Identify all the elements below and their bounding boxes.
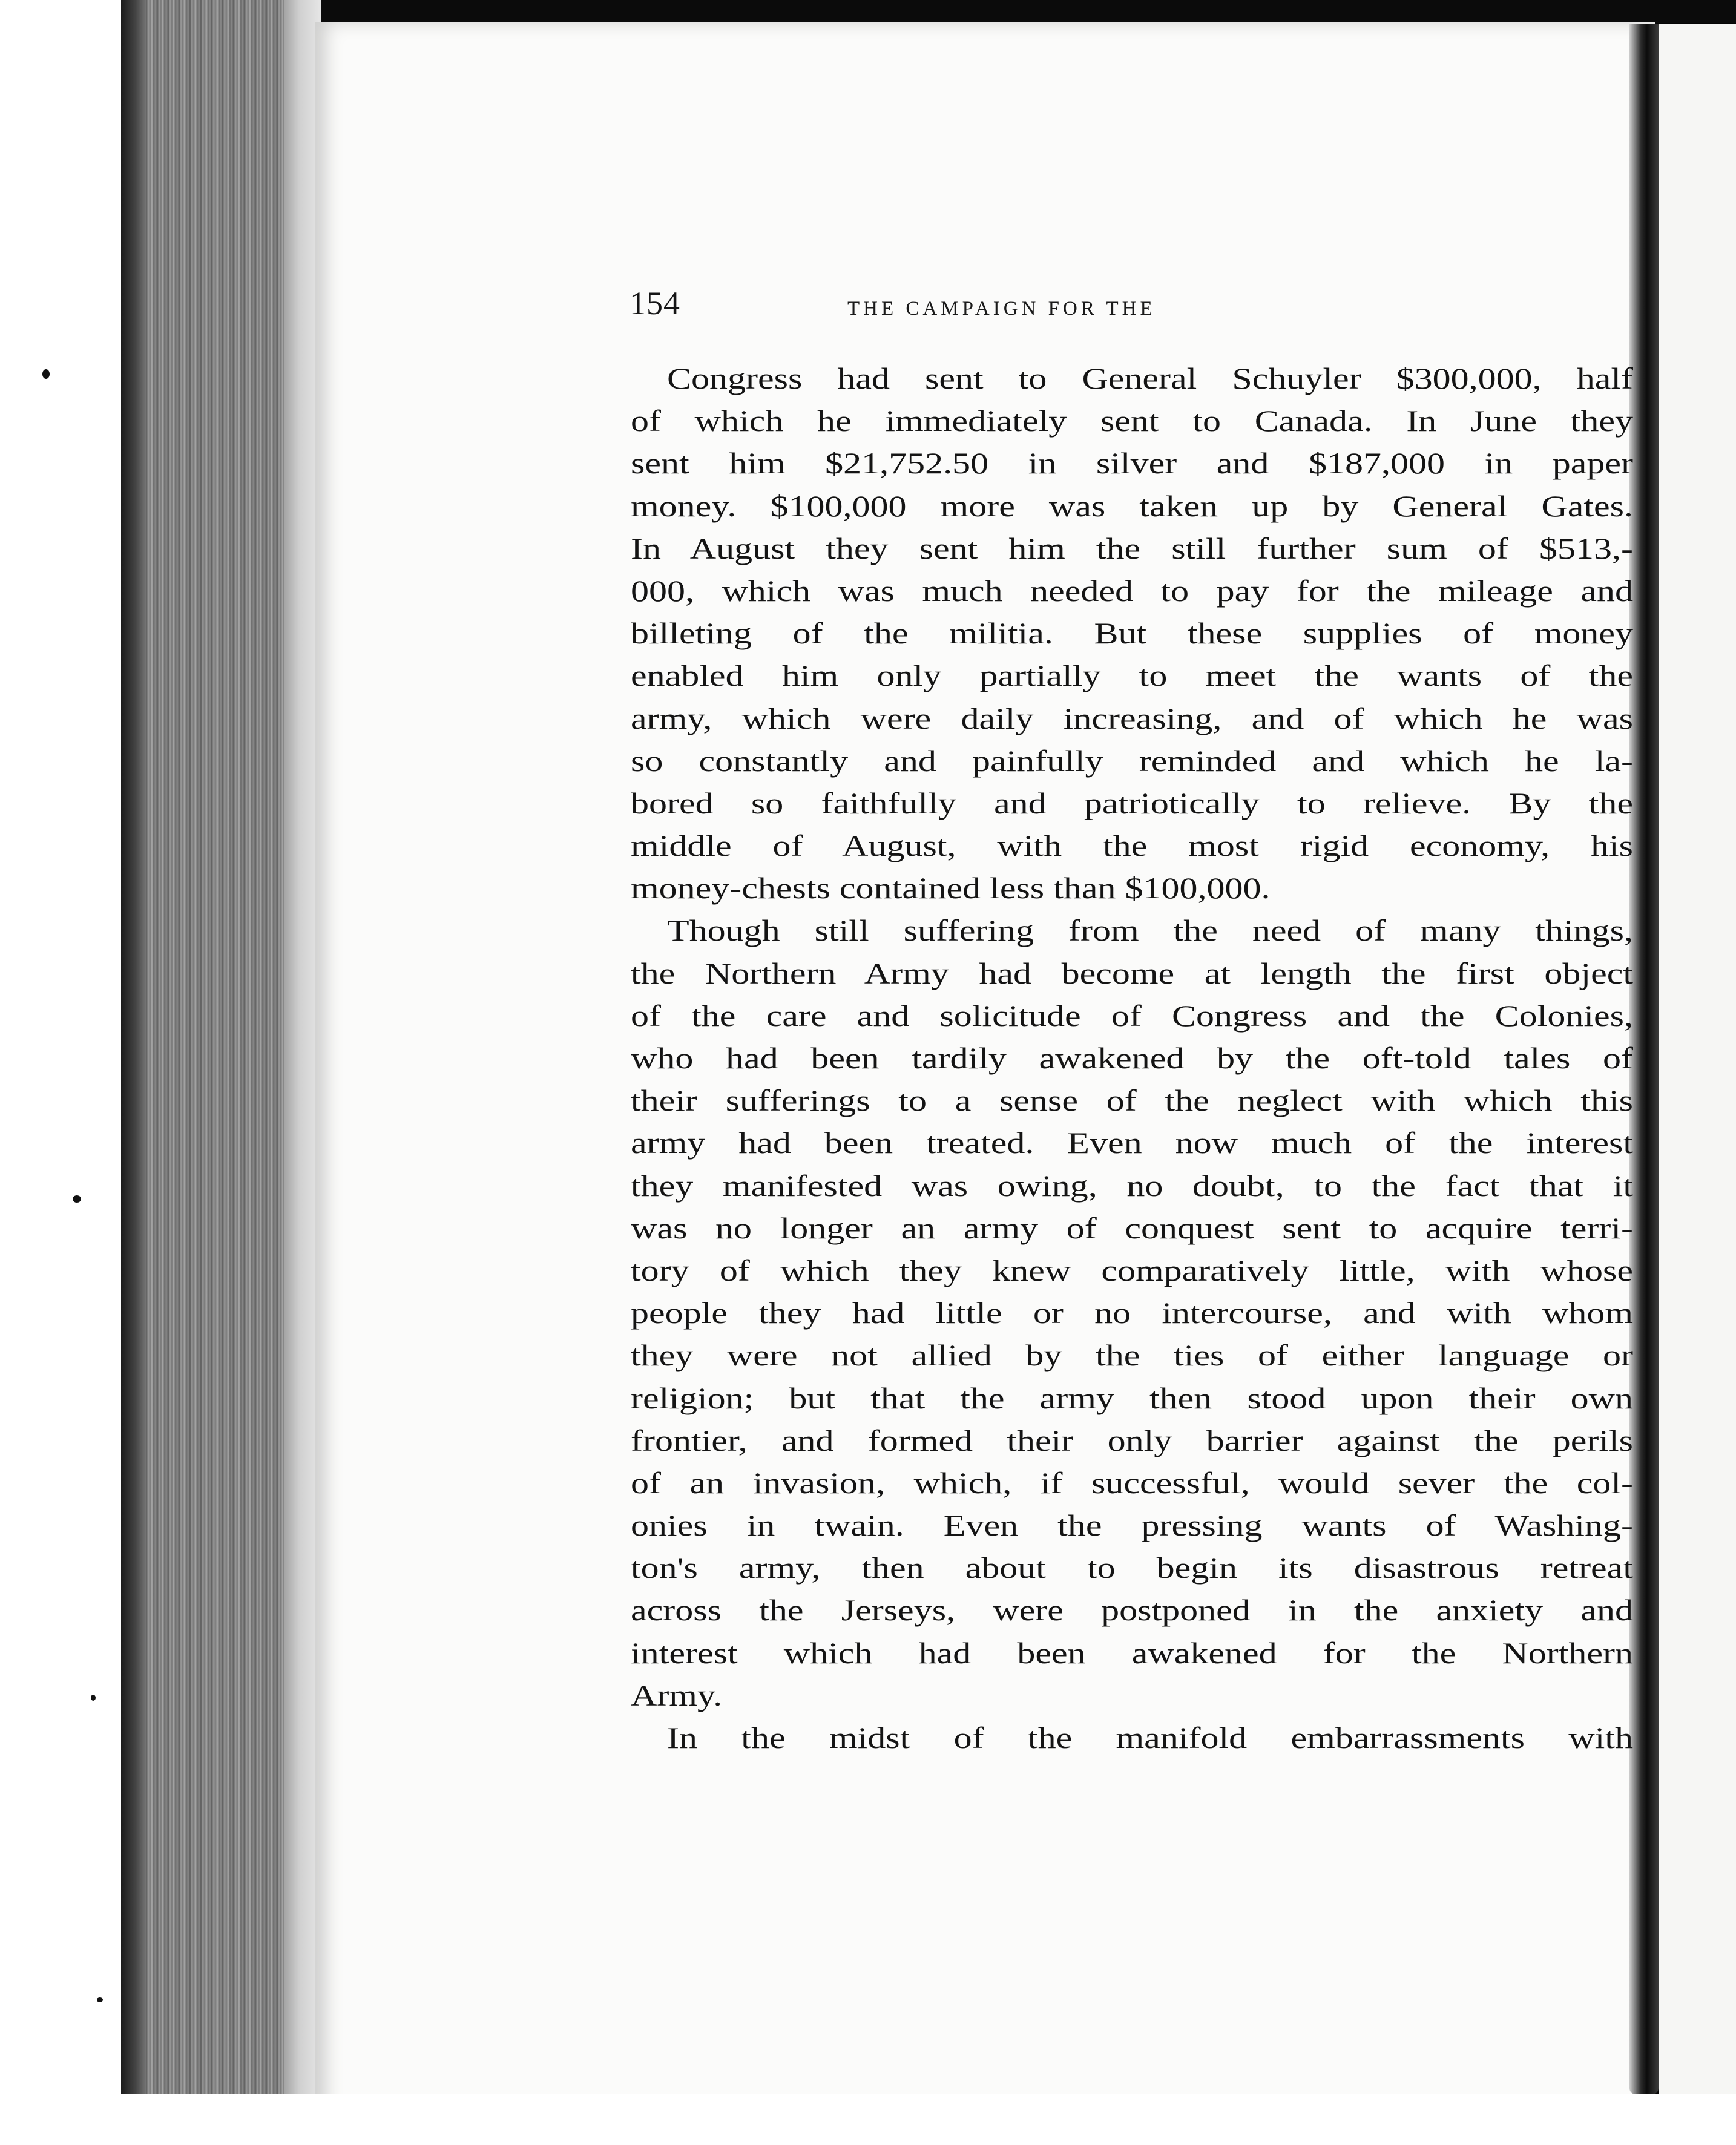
text-line: bored so faithfully and patriotically to relieve. By the — [631, 786, 1633, 820]
text-line: enabled him only partially to meet the wants of the — [631, 659, 1633, 693]
text-line: Though still suffering from the need of many things, — [667, 913, 1633, 948]
text-line: they were not allied by the ties of either language or — [631, 1338, 1633, 1373]
text-line: In August they sent him the still further sum of $513,- — [631, 531, 1633, 565]
text-line: money-chests contained less than $100,000. — [631, 871, 1271, 905]
text-line: 000, which was much needed to pay for the mileage and — [631, 573, 1633, 608]
text-line: In the midst of the manifold embarrassments with — [667, 1721, 1633, 1755]
text-line: was no longer an army of conquest sent to acquire terri- — [631, 1210, 1633, 1245]
text-line: Army. — [631, 1678, 723, 1712]
facing-page-edge — [1659, 24, 1736, 2106]
scan-speck — [42, 369, 50, 379]
text-line: of which he immediately sent to Canada. In June they — [631, 404, 1633, 438]
text-line: frontier, and formed their only barrier against the perils — [631, 1423, 1633, 1457]
text-line: ton's army, then about to begin its disastrous retreat — [631, 1551, 1633, 1585]
text-line: so constantly and painfully reminded and which he la- — [631, 743, 1633, 778]
page-number: 154 — [630, 285, 680, 321]
scan-speck — [91, 1695, 96, 1701]
text-line: of an invasion, which, if successful, would sever the col- — [631, 1465, 1633, 1500]
scan-bottom-border — [121, 2094, 1736, 2145]
text-line: money. $100,000 more was taken up by General Gates. — [631, 488, 1633, 523]
scan-speck — [97, 1997, 103, 2002]
text-line: across the Jerseys, were postponed in the anxiety and — [631, 1593, 1633, 1628]
running-head — [630, 284, 1646, 339]
text-line: their sufferings to a sense of the neglect with which this — [631, 1083, 1633, 1118]
page-edge-shadow — [121, 0, 145, 2145]
text-line: of the care and solicitude of Congress and the Colonies, — [631, 998, 1633, 1033]
text-line: tory of which they knew comparatively little, with whose — [631, 1253, 1633, 1287]
text-line: interest which had been awakened for the Northern — [631, 1635, 1633, 1670]
text-line: onies in twain. Even the pressing wants of Washing- — [631, 1508, 1633, 1543]
text-line: billeting of the militia. But these supplies of money — [631, 616, 1633, 651]
text-line: middle of August, with the most rigid economy, his — [631, 829, 1633, 863]
text-line: who had been tardily awakened by the oft-told tales of — [631, 1041, 1633, 1075]
text-line: the Northern Army had become at length the first object — [631, 956, 1633, 990]
scan-left-margin — [0, 0, 127, 2145]
text-line: religion; but that the army then stood upon their own — [631, 1381, 1633, 1415]
text-line: people they had little or no intercourse, and with whom — [631, 1296, 1633, 1330]
text-line: Congress had sent to General Schuyler $300,000, half — [667, 361, 1633, 395]
book-page-edges — [121, 0, 321, 2145]
text-line: army, which were daily increasing, and of which he was — [631, 701, 1633, 735]
text-line: sent him $21,752.50 in silver and $187,000 in paper — [631, 446, 1633, 481]
running-title: THE CAMPAIGN FOR THE — [847, 298, 1156, 320]
text-line: they manifested was owing, no doubt, to the fact that it — [631, 1168, 1633, 1203]
body-text — [631, 357, 1633, 1792]
text-line: army had been treated. Even now much of the interest — [631, 1126, 1633, 1160]
scan-top-border — [121, 0, 1736, 23]
scan-speck — [73, 1195, 81, 1203]
